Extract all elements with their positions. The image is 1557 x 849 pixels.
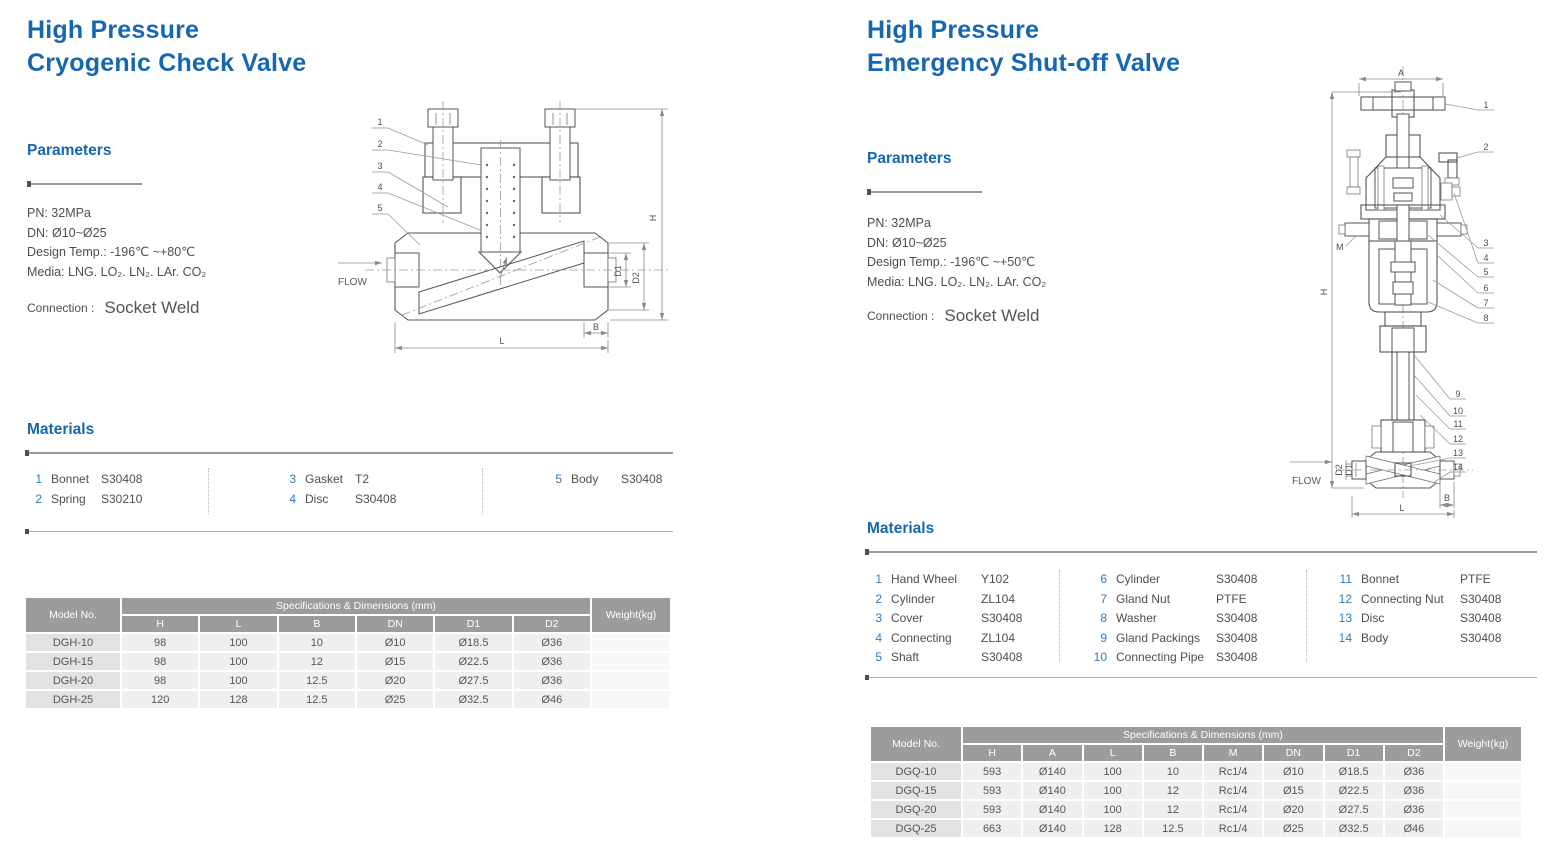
- model-cell: DGH-15: [26, 653, 120, 670]
- dim-col-header: D1: [435, 616, 511, 632]
- title-line-1: High Pressure: [867, 16, 1040, 44]
- materials-column: [545, 470, 662, 490]
- material-item: [865, 590, 1022, 610]
- svg-text:10: 10: [1452, 406, 1464, 416]
- dim-L: L: [1399, 503, 1405, 513]
- connection-label: Connection :: [27, 301, 95, 315]
- material-value: PTFE: [1216, 591, 1247, 606]
- dim-H: H: [648, 214, 658, 222]
- materials-separator: [1306, 570, 1307, 662]
- material-name: Gland Packings: [1116, 630, 1201, 645]
- value-cell: 12: [1144, 801, 1202, 818]
- value-cell: Ø18.5: [435, 634, 511, 651]
- parameter-line: Media: LNG. LO₂. LN₂. LAr. CO₂: [867, 274, 1047, 289]
- material-no: 4: [875, 630, 882, 645]
- value-cell: Rc1/4: [1204, 763, 1262, 780]
- material-name: Cylinder: [1116, 572, 1161, 586]
- materials-column: [279, 470, 396, 509]
- table-row: [871, 763, 1521, 780]
- material-no: 11: [1339, 572, 1352, 586]
- material-name: Hand Wheel: [891, 572, 958, 586]
- value-cell: 100: [1084, 782, 1142, 799]
- model-cell: DGQ-20: [871, 801, 961, 818]
- value-cell: Ø15: [1264, 782, 1322, 799]
- dim-col-header: A: [1023, 745, 1081, 761]
- material-item: [1090, 648, 1257, 668]
- value-cell: Ø36: [514, 634, 590, 651]
- materials-rule-top: [865, 551, 1537, 553]
- material-value: Y102: [981, 572, 1010, 586]
- material-item: [1335, 570, 1501, 590]
- materials-column: [25, 470, 142, 509]
- materials-rule-bottom: [25, 531, 673, 532]
- material-name: Cylinder: [891, 591, 936, 606]
- svg-text:13: 13: [1452, 448, 1464, 458]
- value-cell: 663: [963, 820, 1021, 837]
- dim-col-header: M: [1204, 745, 1262, 761]
- svg-text:2: 2: [1483, 142, 1489, 152]
- dim-A: A: [1397, 68, 1405, 78]
- model-cell: DGQ-15: [871, 782, 961, 799]
- value-cell: Rc1/4: [1204, 801, 1262, 818]
- material-no: 12: [1338, 591, 1352, 606]
- callout-labels: [372, 117, 481, 245]
- value-cell: Ø20: [1264, 801, 1322, 818]
- dim-col-header: L: [200, 616, 276, 632]
- material-name: Bonnet: [51, 472, 90, 486]
- value-cell: Ø10: [1264, 763, 1322, 780]
- material-no: 8: [1100, 611, 1107, 625]
- svg-text:9: 9: [1455, 389, 1461, 399]
- connection-row: [867, 306, 1040, 326]
- table-row: [26, 653, 670, 670]
- parameter-line: Design Temp.: -196℃ ~+50℃: [867, 255, 1036, 269]
- dim-col-header: D1: [1325, 745, 1383, 761]
- svg-text:1: 1: [1483, 100, 1489, 110]
- dim-D1: D1: [613, 265, 623, 277]
- material-item: [865, 570, 1022, 590]
- material-item: [1335, 609, 1501, 629]
- spec-col-header: Specifications & Dimensions (mm): [963, 727, 1443, 743]
- materials-separator: [482, 468, 483, 514]
- parameters-list: [867, 214, 1046, 292]
- material-value: ZL104: [981, 630, 1016, 645]
- value-cell: Ø36: [514, 672, 590, 689]
- material-value: S30408: [1460, 591, 1502, 606]
- value-cell: Ø32.5: [435, 691, 511, 708]
- material-no: 5: [555, 472, 562, 486]
- material-value: S30408: [101, 472, 143, 486]
- table-row: [871, 801, 1521, 818]
- value-cell: 12.5: [1144, 820, 1202, 837]
- material-item: [865, 629, 1022, 649]
- value-cell: 593: [963, 782, 1021, 799]
- value-cell: 12.5: [279, 672, 355, 689]
- material-item: [25, 490, 142, 510]
- table-row: [26, 672, 670, 689]
- table-row: [26, 691, 670, 708]
- value-cell: 593: [963, 763, 1021, 780]
- value-cell: 100: [200, 653, 276, 670]
- value-cell: Ø140: [1023, 763, 1081, 780]
- material-value: S30210: [101, 491, 143, 506]
- value-cell: Ø140: [1023, 782, 1081, 799]
- model-col-header: Model No.: [26, 598, 120, 632]
- value-cell: Ø46: [1385, 820, 1443, 837]
- material-name: Washer: [1116, 611, 1157, 625]
- value-cell: 98: [122, 672, 198, 689]
- dim-col-header: DN: [357, 616, 433, 632]
- table-row: [871, 820, 1521, 837]
- material-no: 2: [35, 491, 42, 506]
- page-title-shutoff-valve: [867, 14, 1180, 80]
- value-cell: Ø18.5: [1325, 763, 1383, 780]
- value-cell: 98: [122, 653, 198, 670]
- parameter-line: PN: 32MPa: [867, 216, 931, 230]
- parameter-line: Media: LNG. LO₂. LN₂. LAr. CO₂: [27, 264, 207, 279]
- value-cell: Ø22.5: [435, 653, 511, 670]
- material-item: [279, 470, 396, 490]
- material-no: 3: [875, 611, 882, 625]
- parameter-line: DN: Ø10~Ø25: [27, 225, 107, 240]
- material-name: Gland Nut: [1116, 591, 1171, 606]
- value-cell: Ø32.5: [1325, 820, 1383, 837]
- model-col-header: Model No.: [871, 727, 961, 761]
- material-value: S30408: [1216, 611, 1258, 625]
- materials-column: [1090, 570, 1257, 668]
- value-cell: Ø46: [514, 691, 590, 708]
- material-name: Cover: [891, 611, 924, 625]
- value-cell: 100: [1084, 801, 1142, 818]
- page-title-check-valve: [27, 14, 306, 80]
- material-item: [279, 490, 396, 510]
- spec-table-shutoff-valve: [869, 725, 1523, 839]
- table-row: [26, 634, 670, 651]
- material-no: 5: [875, 650, 882, 664]
- material-value: S30408: [1216, 630, 1258, 645]
- value-cell: Ø140: [1023, 801, 1081, 818]
- material-value: S30408: [1216, 572, 1258, 586]
- dim-col-header: L: [1084, 745, 1142, 761]
- dim-col-header: B: [1144, 745, 1202, 761]
- svg-text:11: 11: [1453, 419, 1463, 429]
- value-cell: Ø36: [1385, 782, 1443, 799]
- material-no: 13: [1338, 611, 1352, 625]
- weight-cell: [592, 672, 670, 689]
- shutoff-valve-drawing: [1288, 50, 1557, 550]
- material-name: Connecting Nut: [1361, 591, 1444, 606]
- svg-text:5: 5: [1483, 267, 1489, 277]
- flow-label: FLOW: [1292, 476, 1321, 487]
- material-value: S30408: [981, 611, 1023, 625]
- parameter-line: PN: 32MPa: [27, 206, 91, 220]
- material-name: Disc: [305, 491, 329, 506]
- value-cell: Ø27.5: [435, 672, 511, 689]
- value-cell: 12: [1144, 782, 1202, 799]
- material-no: 1: [875, 572, 882, 586]
- table-row: [871, 782, 1521, 799]
- value-cell: Ø36: [514, 653, 590, 670]
- svg-text:12: 12: [1452, 434, 1464, 444]
- material-value: T2: [355, 472, 370, 486]
- material-value: PTFE: [1460, 572, 1491, 586]
- material-no: 10: [1093, 650, 1107, 664]
- svg-text:1: 1: [377, 117, 383, 127]
- material-name: Body: [571, 472, 599, 486]
- materials-separator: [208, 468, 209, 514]
- material-no: 3: [289, 472, 296, 486]
- connection-value: Socket Weld: [944, 306, 1040, 325]
- material-value: ZL104: [981, 591, 1016, 606]
- weight-cell: [1445, 820, 1521, 837]
- dim-M: M: [1336, 242, 1344, 252]
- material-item: [1335, 629, 1501, 649]
- dim-B: B: [1443, 493, 1451, 503]
- material-item: [25, 470, 142, 490]
- materials-heading: Materials: [867, 520, 935, 537]
- svg-text:14: 14: [1452, 462, 1464, 472]
- value-cell: Ø20: [357, 672, 433, 689]
- materials-rule-top: [25, 452, 673, 454]
- value-cell: 100: [200, 634, 276, 651]
- materials-column: [1335, 570, 1501, 648]
- dim-D2: D2: [1334, 464, 1344, 476]
- weight-cell: [1445, 782, 1521, 799]
- m-port: [1437, 223, 1461, 236]
- svg-text:3: 3: [1483, 238, 1489, 248]
- side-fitting: [1441, 183, 1452, 200]
- weight-cell: [592, 691, 670, 708]
- value-cell: 100: [200, 672, 276, 689]
- value-cell: 128: [200, 691, 276, 708]
- svg-text:6: 6: [1483, 283, 1489, 293]
- model-cell: DGH-20: [26, 672, 120, 689]
- title-line-2: Cryogenic Check Valve: [27, 49, 307, 77]
- material-item: [1335, 590, 1501, 610]
- material-name: Shaft: [891, 650, 920, 664]
- svg-text:2: 2: [377, 139, 383, 149]
- value-cell: Ø22.5: [1325, 782, 1383, 799]
- material-item: [1090, 609, 1257, 629]
- dim-col-header: D2: [1385, 745, 1443, 761]
- value-cell: 593: [963, 801, 1021, 818]
- material-name: Bonnet: [1361, 572, 1400, 586]
- value-cell: 128: [1084, 820, 1142, 837]
- dim-H: H: [1319, 288, 1329, 296]
- dim-D2: D2: [631, 272, 641, 284]
- value-cell: Ø140: [1023, 820, 1081, 837]
- spec-col-header: Specifications & Dimensions (mm): [122, 598, 590, 614]
- parameters-heading: Parameters: [27, 142, 112, 159]
- weight-cell: [1445, 763, 1521, 780]
- dim-col-header: H: [122, 616, 198, 632]
- materials-column: [865, 570, 1022, 668]
- material-name: Connecting Pipe: [1116, 650, 1205, 664]
- material-item: [1090, 629, 1257, 649]
- materials-separator: [1059, 570, 1060, 662]
- parameters-heading: Parameters: [867, 150, 952, 167]
- dim-D1: D1: [1344, 464, 1354, 476]
- value-cell: 120: [122, 691, 198, 708]
- value-cell: Ø10: [357, 634, 433, 651]
- model-cell: DGQ-10: [871, 763, 961, 780]
- value-cell: 98: [122, 634, 198, 651]
- value-cell: Rc1/4: [1204, 820, 1262, 837]
- parameter-line: DN: Ø10~Ø25: [867, 235, 947, 250]
- svg-text:7: 7: [1483, 298, 1489, 308]
- material-name: Body: [1361, 630, 1389, 645]
- value-cell: 10: [279, 634, 355, 651]
- spec-table-check-valve: [24, 596, 672, 710]
- material-no: 9: [1100, 630, 1107, 645]
- material-no: 6: [1100, 572, 1107, 586]
- material-name: Connecting: [891, 630, 952, 645]
- material-no: 14: [1338, 630, 1352, 645]
- model-cell: DGH-10: [26, 634, 120, 651]
- value-cell: Ø27.5: [1325, 801, 1383, 818]
- value-cell: 12: [279, 653, 355, 670]
- value-cell: Ø36: [1385, 763, 1443, 780]
- materials-heading: Materials: [27, 421, 95, 438]
- title-line-1: High Pressure: [27, 16, 200, 44]
- material-item: [1090, 570, 1257, 590]
- material-item: [545, 470, 662, 490]
- value-cell: 12.5: [279, 691, 355, 708]
- material-item: [865, 609, 1022, 629]
- side-bolt: [1347, 150, 1360, 157]
- svg-text:5: 5: [377, 203, 383, 213]
- material-no: 4: [289, 491, 296, 506]
- materials-rule-bottom: [865, 677, 1537, 678]
- model-cell: DGQ-25: [871, 820, 961, 837]
- value-cell: Rc1/4: [1204, 782, 1262, 799]
- weight-col-header: Weight(kg): [1445, 727, 1521, 761]
- material-item: [1090, 590, 1257, 610]
- connection-value: Socket Weld: [104, 298, 200, 317]
- svg-text:4: 4: [1483, 253, 1489, 263]
- value-cell: Ø36: [1385, 801, 1443, 818]
- material-value: S30408: [981, 650, 1023, 664]
- material-no: 2: [875, 591, 882, 606]
- weight-cell: [592, 653, 670, 670]
- flow-label: FLOW: [338, 277, 367, 288]
- material-name: Gasket: [305, 472, 344, 486]
- check-valve-drawing: [330, 85, 690, 385]
- model-cell: DGH-25: [26, 691, 120, 708]
- material-no: 1: [35, 472, 42, 486]
- dim-col-header: H: [963, 745, 1021, 761]
- parameters-list: [27, 204, 206, 282]
- title-line-2: Emergency Shut-off Valve: [867, 49, 1181, 77]
- value-cell: Ø15: [357, 653, 433, 670]
- dim-col-header: B: [279, 616, 355, 632]
- material-value: S30408: [621, 472, 663, 486]
- weight-cell: [1445, 801, 1521, 818]
- dim-col-header: DN: [1264, 745, 1322, 761]
- m-port: [1345, 223, 1369, 236]
- svg-text:3: 3: [377, 161, 383, 171]
- material-name: Disc: [1361, 611, 1385, 625]
- svg-text:4: 4: [377, 182, 383, 192]
- connection-label: Connection :: [867, 309, 935, 323]
- value-cell: Ø25: [1264, 820, 1322, 837]
- dim-B: B: [592, 322, 600, 332]
- material-value: S30408: [355, 491, 397, 506]
- material-item: [865, 648, 1022, 668]
- dim-L: L: [499, 336, 505, 346]
- dim-col-header: D2: [514, 616, 590, 632]
- parameter-line: Design Temp.: -196℃ ~+80℃: [27, 245, 196, 259]
- material-value: S30408: [1460, 630, 1502, 645]
- svg-text:8: 8: [1483, 313, 1489, 323]
- value-cell: Ø25: [357, 691, 433, 708]
- material-name: Spring: [51, 491, 86, 506]
- material-value: S30408: [1216, 650, 1258, 664]
- heading-rule: [867, 191, 982, 193]
- value-cell: 100: [1084, 763, 1142, 780]
- heading-rule: [27, 183, 142, 185]
- weight-cell: [592, 634, 670, 651]
- material-value: S30408: [1460, 611, 1502, 625]
- weight-col-header: Weight(kg): [592, 598, 670, 632]
- material-no: 7: [1100, 591, 1107, 606]
- value-cell: 10: [1144, 763, 1202, 780]
- connection-row: [27, 298, 200, 318]
